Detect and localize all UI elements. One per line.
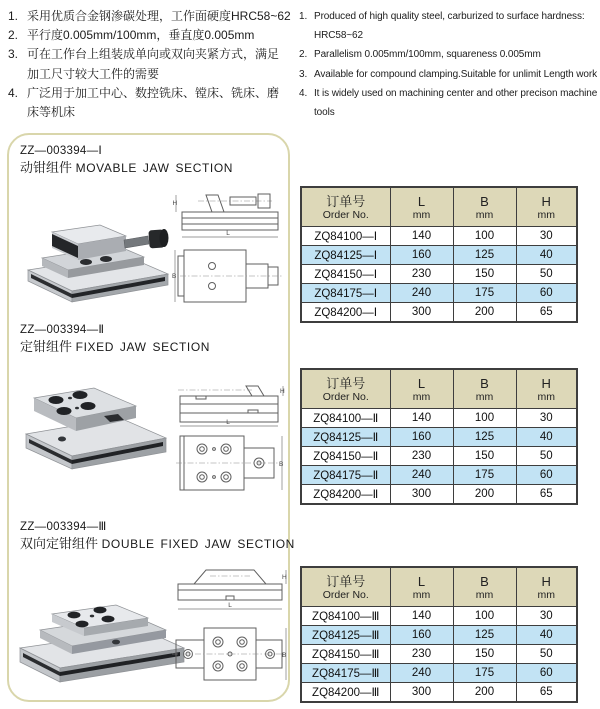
col-header-h (516, 567, 577, 607)
section-name-cn: 定钳组件 (20, 339, 73, 354)
order-no-cell: ZQ84100—Ⅲ (301, 607, 390, 626)
header-unit: mm (475, 390, 494, 403)
col-header-h (516, 187, 577, 227)
feature-text: 可在工作台上组装成单向或双向夹紧方式，满足 (27, 47, 280, 62)
order-no-cell: ZQ84200—Ⅰ (301, 303, 390, 323)
header-unit: mm (412, 588, 431, 601)
dimension-label-l: L (228, 602, 232, 609)
feature-text: tools (314, 107, 335, 119)
header-unit: mm (412, 208, 431, 221)
feature-text: 加工尺寸较大工件的需要 (27, 66, 160, 81)
dim-cell: 175 (453, 664, 516, 683)
feature-text: 广泛用于加工中心、数控铣床、镗床、铣床、磨 (27, 85, 280, 100)
order-no-cell: ZQ84200—Ⅲ (301, 683, 390, 703)
feature-number: 1. (299, 11, 308, 22)
dim-cell: 125 (453, 428, 516, 447)
header-h: H (541, 573, 551, 589)
section-code: ZZ—003394—Ⅲ (20, 521, 107, 533)
section-code: ZZ—003394—Ⅰ (20, 145, 103, 157)
section-name-cn: 双向定钳组件 (20, 536, 99, 551)
dim-cell: 30 (516, 409, 577, 428)
double-fixed-jaw-top-drawing (170, 620, 288, 688)
dim-cell: 40 (516, 626, 577, 645)
dim-cell: 240 (390, 284, 453, 303)
section-name (20, 535, 295, 553)
dim-cell: 160 (390, 246, 453, 265)
order-no-cell: ZQ84150—Ⅱ (301, 447, 390, 466)
dimension-label-h: H (282, 574, 287, 581)
col-header-b (453, 567, 516, 607)
dim-cell: 100 (453, 607, 516, 626)
spec-table-double-fixed-jaw (300, 566, 578, 703)
header-order-cn: 订单号 (326, 193, 366, 209)
dimension-label-h: H (172, 200, 178, 207)
dim-cell: 30 (516, 227, 577, 246)
header-h: H (541, 375, 551, 391)
header-unit: mm (537, 208, 555, 221)
spec-table-fixed-jaw (300, 368, 578, 505)
section-name-cn: 动钳组件 (20, 160, 73, 175)
feature-list-cn (8, 7, 298, 122)
order-no-cell: ZQ84175—Ⅲ (301, 664, 390, 683)
table-row (301, 626, 577, 645)
table-row (301, 428, 577, 447)
order-no-cell: ZQ84150—Ⅲ (301, 645, 390, 664)
order-no-cell: ZQ84125—Ⅰ (301, 246, 390, 265)
header-unit: mm (537, 588, 555, 601)
dimension-label-b: B (172, 273, 177, 280)
feature-number: 1. (8, 9, 19, 23)
dim-cell: 125 (453, 626, 516, 645)
feature-list-en (299, 7, 599, 122)
header-order-en: Order No. (322, 208, 369, 221)
header-b: B (480, 573, 489, 589)
header-unit: mm (537, 390, 555, 403)
dimension-label-l: L (226, 230, 230, 237)
dim-cell: 50 (516, 265, 577, 284)
order-no-cell: ZQ84125—Ⅱ (301, 428, 390, 447)
feature-item-cn-2 (8, 26, 298, 45)
order-no-cell: ZQ84175—Ⅱ (301, 466, 390, 485)
feature-text: Parallelism 0.005mm/100mm, squareness 0.005mm (314, 49, 541, 61)
feature-text: Produced of high quality steel, carburized to surface hardness: (314, 11, 585, 22)
header-l: L (417, 375, 426, 391)
header-h: H (541, 193, 551, 209)
table-header-row (301, 567, 577, 607)
dim-cell: 50 (516, 447, 577, 466)
table-row (301, 409, 577, 428)
col-header-b (453, 369, 516, 409)
section-code: ZZ—003394—Ⅱ (20, 324, 105, 336)
dimension-label-h: H (280, 388, 285, 395)
header-b: B (480, 193, 489, 209)
table-row (301, 447, 577, 466)
spec-table-movable-jaw (300, 186, 578, 323)
header-b: B (480, 375, 489, 391)
dim-cell: 40 (516, 428, 577, 447)
table-row (301, 466, 577, 485)
feature-text: 平行度0.005mm/100mm，垂直度0.005mm (27, 28, 255, 43)
order-no-cell: ZQ84200—Ⅱ (301, 485, 390, 505)
table-row (301, 284, 577, 303)
table-row (301, 645, 577, 664)
feature-item-en-2 (299, 45, 599, 64)
double-fixed-jaw-side-drawing (170, 562, 288, 612)
dim-cell: 65 (516, 303, 577, 323)
table-header-row (301, 369, 577, 409)
feature-text: It is widely used on machining center and other precison machine (314, 87, 598, 99)
order-no-cell: ZQ84100—Ⅰ (301, 227, 390, 246)
dimension-label-l: L (226, 419, 230, 426)
dim-cell: 240 (390, 466, 453, 485)
feature-item-cn-3 (8, 45, 298, 83)
dim-cell: 150 (453, 645, 516, 664)
dim-cell: 240 (390, 664, 453, 683)
order-no-cell: ZQ84100—Ⅱ (301, 409, 390, 428)
dim-cell: 30 (516, 607, 577, 626)
table-row (301, 227, 577, 246)
table-row (301, 485, 577, 505)
dim-cell: 175 (453, 284, 516, 303)
dim-cell: 200 (453, 683, 516, 703)
section-name (20, 338, 210, 356)
dim-cell: 65 (516, 485, 577, 505)
col-header-order-no (301, 567, 390, 607)
col-header-l (390, 187, 453, 227)
dim-cell: 140 (390, 409, 453, 428)
section-2-title (20, 323, 210, 356)
table-row (301, 664, 577, 683)
dim-cell: 175 (453, 466, 516, 485)
fixed-jaw-side-drawing (172, 380, 286, 428)
dim-cell: 60 (516, 664, 577, 683)
table-row (301, 683, 577, 703)
feature-text: HRC58~62 (314, 30, 363, 42)
dim-cell: 200 (453, 303, 516, 323)
table-row (301, 607, 577, 626)
order-no-cell: ZQ84150—Ⅰ (301, 265, 390, 284)
col-header-l (390, 567, 453, 607)
feature-number: 4. (8, 85, 19, 100)
table-row (301, 265, 577, 284)
feature-item-cn-1 (8, 7, 298, 26)
feature-number: 2. (299, 49, 308, 61)
dim-cell: 60 (516, 284, 577, 303)
dim-cell: 200 (453, 485, 516, 505)
section-3-title (20, 520, 295, 553)
dim-cell: 160 (390, 428, 453, 447)
col-header-h (516, 369, 577, 409)
order-no-cell: ZQ84125—Ⅲ (301, 626, 390, 645)
dim-cell: 230 (390, 645, 453, 664)
feature-text: 采用优质合金钢渗碳处理，工作面硬度HRC58~62 (27, 9, 291, 23)
dimension-label-b: B (279, 461, 284, 468)
feature-number: 4. (299, 87, 308, 99)
dim-cell: 300 (390, 683, 453, 703)
col-header-order-no (301, 187, 390, 227)
dim-cell: 50 (516, 645, 577, 664)
col-header-l (390, 369, 453, 409)
dim-cell: 300 (390, 485, 453, 505)
dim-cell: 65 (516, 683, 577, 703)
header-order-cn: 订单号 (326, 573, 366, 589)
feature-item-en-4 (299, 84, 599, 122)
feature-item-en-3 (299, 65, 599, 84)
section-name-en: DOUBLE FIXED JAW SECTION (101, 537, 295, 551)
col-header-b (453, 187, 516, 227)
header-l: L (417, 573, 426, 589)
header-order-cn: 订单号 (326, 375, 366, 391)
section-1-title (20, 144, 233, 177)
double-fixed-jaw-photo (16, 586, 188, 688)
fixed-jaw-top-drawing (172, 432, 286, 494)
movable-jaw-top-drawing (172, 244, 286, 308)
dim-cell: 300 (390, 303, 453, 323)
movable-jaw-photo (22, 198, 172, 303)
fixed-jaw-photo (20, 364, 170, 472)
header-order-en: Order No. (322, 390, 369, 403)
dim-cell: 140 (390, 607, 453, 626)
dim-cell: 40 (516, 246, 577, 265)
table-row (301, 246, 577, 265)
header-unit: mm (475, 588, 494, 601)
feature-text: Available for compound clamping.Suitable for unlimit Length work (314, 68, 598, 80)
feature-number: 3. (8, 47, 19, 62)
header-order-en: Order No. (322, 588, 369, 601)
dim-cell: 230 (390, 265, 453, 284)
dim-cell: 150 (453, 265, 516, 284)
movable-jaw-side-drawing (172, 188, 286, 240)
section-name-en: FIXED JAW SECTION (75, 340, 211, 354)
order-no-cell: ZQ84175—Ⅰ (301, 284, 390, 303)
dim-cell: 60 (516, 466, 577, 485)
feature-item-cn-4 (8, 84, 298, 122)
header-unit: mm (475, 208, 494, 221)
section-name-en: MOVABLE JAW SECTION (75, 161, 234, 175)
dim-cell: 140 (390, 227, 453, 246)
dim-cell: 160 (390, 626, 453, 645)
feature-number: 2. (8, 28, 19, 43)
dim-cell: 150 (453, 447, 516, 466)
header-l: L (417, 193, 426, 209)
dim-cell: 125 (453, 246, 516, 265)
feature-item-en-1 (299, 7, 599, 45)
table-header-row (301, 187, 577, 227)
dim-cell: 230 (390, 447, 453, 466)
header-unit: mm (412, 390, 431, 403)
section-name (20, 159, 233, 177)
feature-number: 3. (299, 68, 308, 80)
feature-text: 床等机床 (27, 105, 76, 120)
table-row (301, 303, 577, 323)
col-header-order-no (301, 369, 390, 409)
dimension-label-b: B (282, 652, 287, 659)
dim-cell: 100 (453, 409, 516, 428)
dim-cell: 100 (453, 227, 516, 246)
